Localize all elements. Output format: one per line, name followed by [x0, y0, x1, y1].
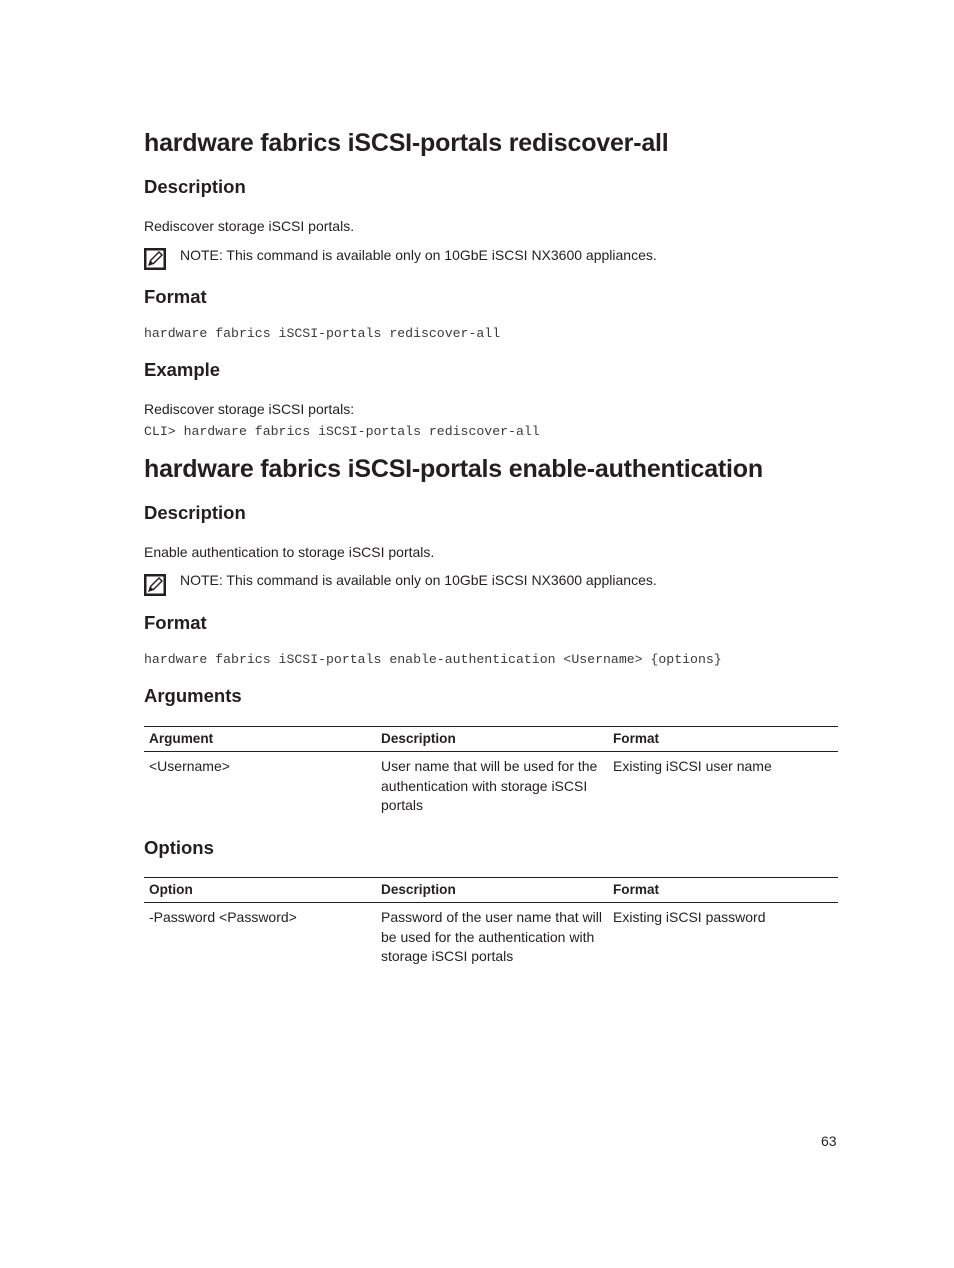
- table-cell: User name that will be used for the authentication with storage iSCSI portals: [381, 758, 598, 813]
- table-header-row: [144, 878, 838, 903]
- note-label: NOTE:: [180, 572, 223, 588]
- example-heading: Example: [144, 359, 221, 380]
- note: [180, 572, 657, 588]
- table-cell: Existing iSCSI password: [613, 909, 766, 925]
- page-number: 63: [821, 1133, 837, 1149]
- table-header: Description: [376, 727, 608, 752]
- note-icon: [144, 574, 166, 601]
- table-cell: Password of the user name that will be used for the authentication with storage iSCSI portals: [381, 909, 602, 964]
- note-label: NOTE:: [180, 247, 223, 263]
- section-title: hardware fabrics iSCSI-portals rediscover-all: [144, 129, 669, 157]
- example-code: CLI> hardware fabrics iSCSI-portals rediscover-all: [144, 424, 540, 439]
- note: [180, 247, 657, 263]
- table-header: Format: [608, 878, 838, 903]
- table-row: [144, 903, 838, 967]
- table-header: Description: [376, 878, 608, 903]
- description-heading: Description: [144, 502, 246, 523]
- note-icon: [144, 248, 166, 275]
- options-table: [144, 877, 838, 967]
- table-cell: <Username>: [149, 758, 230, 774]
- table-header: Option: [144, 878, 376, 903]
- note-text: This command is available only on 10GbE iSCSI NX3600 appliances.: [222, 572, 657, 588]
- description-text: Enable authentication to storage iSCSI portals.: [144, 544, 435, 560]
- table-header: Format: [608, 727, 838, 752]
- arguments-heading: Arguments: [144, 685, 242, 706]
- table-header: Argument: [144, 727, 376, 752]
- format-heading: Format: [144, 612, 207, 633]
- options-heading: Options: [144, 837, 214, 858]
- format-code: hardware fabrics iSCSI-portals rediscover-all: [144, 326, 501, 341]
- table-cell: -Password <Password>: [149, 909, 297, 925]
- section-title: hardware fabrics iSCSI-portals enable-authentication: [144, 455, 763, 483]
- table-cell: Existing iSCSI user name: [613, 758, 772, 774]
- format-code: hardware fabrics iSCSI-portals enable-authentication <Username> {options}: [144, 652, 722, 667]
- note-text: This command is available only on 10GbE iSCSI NX3600 appliances.: [222, 247, 657, 263]
- arguments-table: [144, 726, 838, 816]
- example-text: Rediscover storage iSCSI portals:: [144, 401, 355, 417]
- description-heading: Description: [144, 176, 246, 197]
- format-heading: Format: [144, 286, 207, 307]
- description-text: Rediscover storage iSCSI portals.: [144, 218, 355, 234]
- table-row: [144, 752, 838, 816]
- table-header-row: [144, 727, 838, 752]
